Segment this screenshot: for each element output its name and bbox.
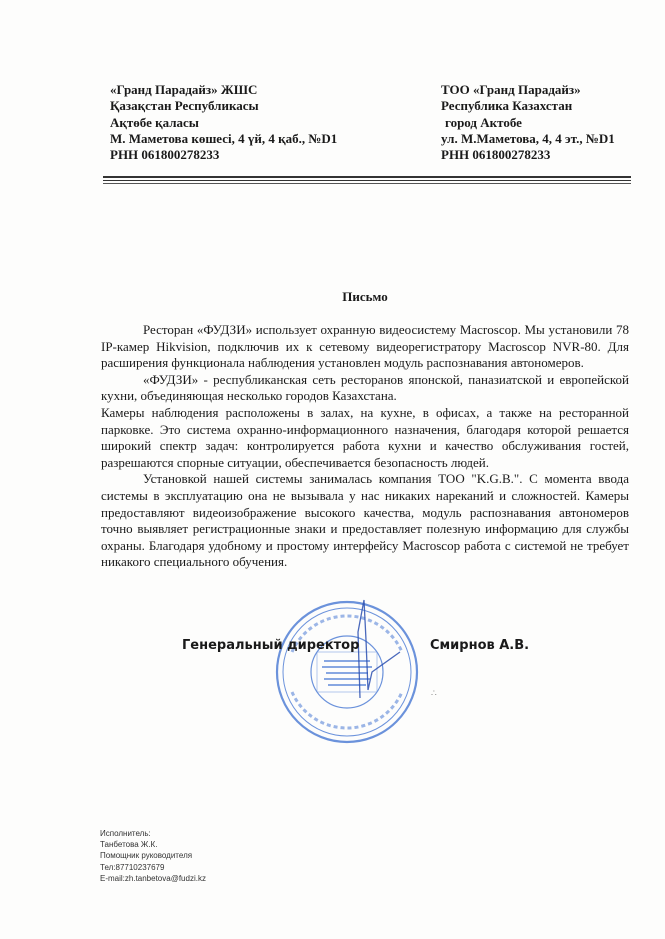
letter-paragraph-1: Ресторан «ФУДЗИ» использует охранную видеосистему Macroscop. Мы установили 78 IP-камер Hikvision, подключив их к сетевому видеорегистратору Macroscop NVR-80. Для расширения функционала наблюдения установлен модуль распознавания автономеров. (101, 322, 629, 371)
executor-email: E-mail:zh.tanbetova@fudzi.kz (100, 873, 206, 883)
header-right-rnn: РНН 061800278233 (441, 147, 551, 163)
header-right-requisites (441, 82, 615, 163)
executor-info (100, 828, 206, 884)
header-divider-thin (103, 180, 631, 181)
letter-paragraph-3: Камеры наблюдения расположены в залах, на кухне, в офисах, а также на ресторанной парковке. Это система охранно-информационного назначения, благодаря которой решается широкий спектр задач: контролируется работа кухни и качество обслуживания гостей, разрешаются спорные ситуации, обеспечивается безопасность людей. (101, 404, 629, 470)
header-left-requisites (110, 82, 337, 163)
executor-phone: Тел:87710237679 (100, 862, 165, 872)
signatory-name: Смирнов А.В. (430, 638, 530, 653)
scan-speck: ∴ (431, 688, 437, 698)
header-divider-thick (103, 176, 631, 178)
header-right-city: город Актобе (445, 114, 522, 130)
executor-role: Помощник руководителя (100, 851, 193, 861)
header-left-address: М. Маметова көшесі, 4 үй, 4 қаб., №D1 (110, 130, 338, 146)
header-right-country: Республика Казахстан (441, 98, 573, 114)
letter-body (101, 322, 629, 571)
company-seal (260, 580, 435, 755)
header-left-rnn: РНН 061800278233 (110, 147, 220, 163)
header-right-address: ул. М.Маметова, 4, 4 эт., №D1 (441, 130, 615, 146)
letter-paragraph-4: Установкой нашей системы занималась компания ТОО "K.G.B.". С момента ввода системы в эксплуатацию она не вызывала у нас никаких нареканий и сложностей. Камеры предоставляют видеоизображение высокого качества, модуль распознавания автономеров точно выявляет регистрационные знаки и предоставляет полезную информацию для службы охраны. Благодаря удобному и простому интерфейсу Macroscop работа с системой не требует никакого специального обучения. (101, 471, 629, 570)
executor-label: Исполнитель: (100, 829, 151, 838)
handwritten-signature (358, 600, 400, 698)
letter-title: Письмо (342, 289, 388, 304)
header-left-city: Ақтөбе қаласы (110, 114, 199, 130)
header-divider-thin-lower (103, 183, 631, 184)
header-left-country: Қазақстан Республикасы (110, 98, 259, 114)
letter-paragraph-2: «ФУДЗИ» - республиканская сеть ресторанов японской, паназиатской и европейской кухни, объединяющая несколько городов Казахстана. (101, 371, 629, 404)
signatory-position: Генеральный директор (182, 638, 360, 653)
executor-name: Танбетова Ж.К. (100, 840, 158, 850)
header-left-company: «Гранд Парадайз» ЖШС (110, 82, 258, 97)
header-right-company: ТОО «Гранд Парадайз» (441, 82, 581, 97)
